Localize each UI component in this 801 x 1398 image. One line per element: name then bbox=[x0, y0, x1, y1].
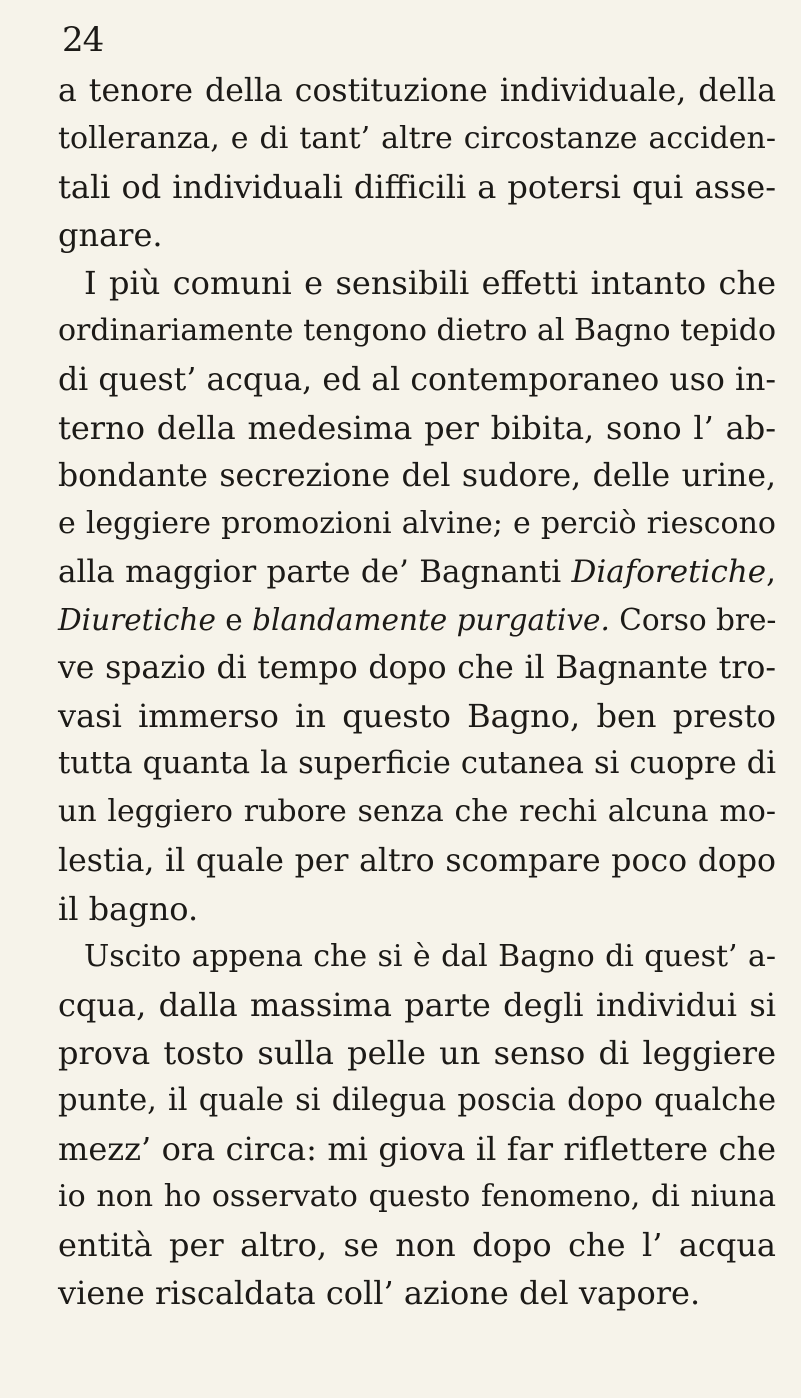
text-run: ve spazio di tempo dopo che il Bagnante tro- bbox=[58, 650, 776, 687]
text-line bbox=[58, 67, 776, 115]
italic-term: Diuretiche bbox=[58, 603, 216, 638]
text-line bbox=[58, 1077, 776, 1125]
text-run: a tenore della costituzione individuale, della bbox=[58, 73, 776, 109]
text-line bbox=[58, 644, 776, 692]
text-line bbox=[58, 500, 776, 548]
text-line bbox=[58, 307, 776, 355]
text-run: , bbox=[766, 553, 776, 590]
text-run: ordinariamente tengono dietro al Bagno tepido bbox=[58, 313, 776, 349]
text-line bbox=[58, 740, 776, 788]
text-run: io non ho osservato questo fenomeno, di niuna bbox=[58, 1179, 776, 1215]
body-text bbox=[58, 67, 776, 1317]
page-number: 24 bbox=[62, 20, 104, 60]
italic-term: Diaforetiche bbox=[571, 553, 767, 590]
text-run: prova tosto sulla pelle un senso di leggiere bbox=[58, 1033, 776, 1072]
text-run: bondante secrezione del sudore, delle urine, bbox=[58, 457, 776, 494]
text-line bbox=[58, 404, 776, 452]
text-run: viene riscaldata coll’ azione del vapore. bbox=[58, 1274, 701, 1313]
text-run: I più comuni e sensibili effetti intanto che bbox=[84, 264, 776, 303]
text-line bbox=[58, 596, 776, 644]
text-run: il bagno. bbox=[58, 889, 199, 928]
text-line bbox=[58, 1029, 776, 1077]
text-run: Corso bre- bbox=[609, 603, 777, 638]
text-run: di quest’ acqua, ed al contemporaneo uso in- bbox=[58, 361, 776, 398]
text-run: un leggiero rubore senza che rechi alcuna mo- bbox=[58, 794, 776, 830]
text-run: e bbox=[215, 603, 253, 638]
text-run: tolleranza, e di tant’ altre circostanze acciden- bbox=[58, 121, 776, 157]
text-run: Uscito appena che si è dal Bagno di quest’ a- bbox=[84, 938, 776, 974]
text-line bbox=[58, 933, 776, 981]
text-line bbox=[58, 163, 776, 211]
text-run: mezz’ ora circa: mi giova il far riflettere che bbox=[58, 1130, 776, 1169]
text-line bbox=[58, 981, 776, 1029]
text-run: tutta quanta la superficie cutanea si cuopre di bbox=[58, 746, 776, 782]
text-run: alla maggior parte de’ Bagnanti bbox=[58, 553, 572, 590]
text-run: lestia, il quale per altro scompare poco dopo bbox=[58, 842, 776, 879]
text-line bbox=[58, 356, 776, 404]
text-line bbox=[58, 1221, 776, 1269]
text-run: tali od individuali difficili a potersi qui asse- bbox=[58, 168, 776, 207]
italic-term: blandamente purgative. bbox=[252, 603, 610, 638]
text-line bbox=[58, 1125, 776, 1173]
text-line bbox=[58, 885, 776, 933]
text-line bbox=[58, 548, 776, 596]
text-line bbox=[58, 1269, 776, 1317]
text-run: entità per altro, se non dopo che l’ acqua bbox=[58, 1226, 776, 1265]
text-line bbox=[58, 788, 776, 836]
text-line bbox=[58, 452, 776, 500]
text-line bbox=[58, 211, 776, 259]
text-line bbox=[58, 259, 776, 307]
text-run: cqua, dalla massima parte degli individui si bbox=[58, 985, 776, 1024]
text-run: terno della medesima per bibita, sono l’ ab- bbox=[58, 408, 776, 447]
text-run: e leggiere promozioni alvine; e perciò riescono bbox=[58, 505, 776, 541]
text-run: gnare. bbox=[58, 216, 163, 255]
text-line bbox=[58, 1173, 776, 1221]
text-line bbox=[58, 115, 776, 163]
text-line bbox=[58, 837, 776, 885]
text-line bbox=[58, 692, 776, 740]
text-run: punte, il quale si dilegua poscia dopo qualche bbox=[58, 1082, 776, 1118]
text-run: vasi immerso in questo Bagno, ben presto bbox=[58, 697, 776, 736]
